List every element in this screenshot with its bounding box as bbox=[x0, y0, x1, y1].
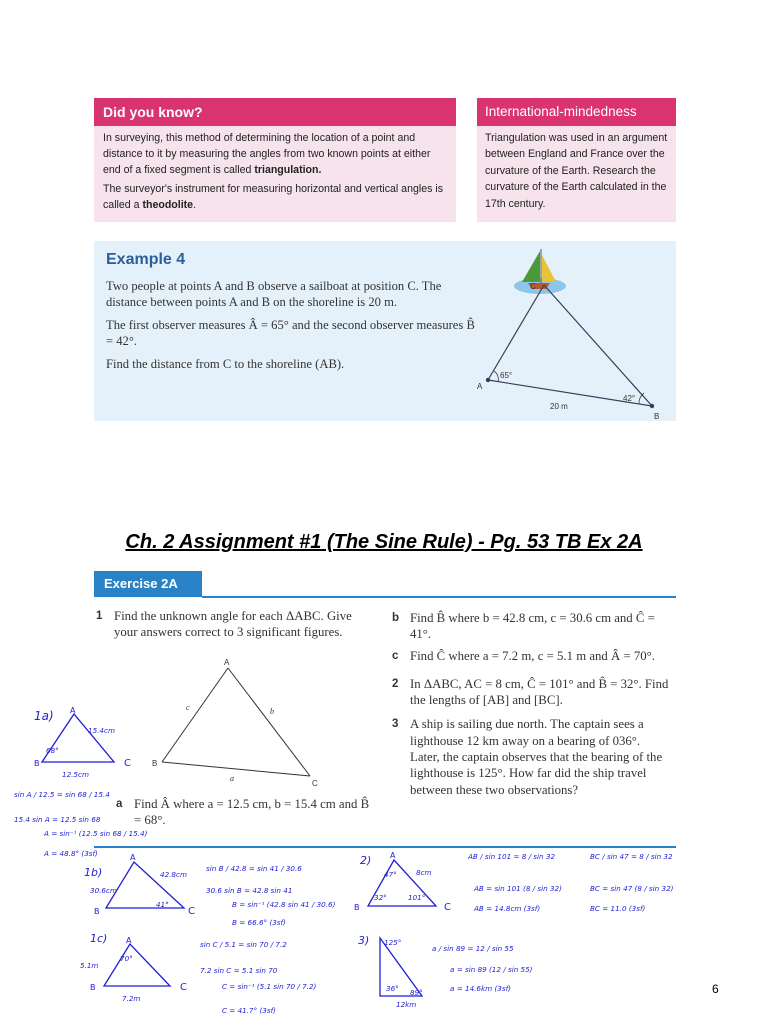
hw-q1c-line-3: C = sin⁻¹ (5.1 sin 70 / 7.2) bbox=[222, 982, 317, 991]
svg-text:C: C bbox=[124, 758, 131, 769]
exercise-triangle-diagram bbox=[150, 658, 330, 788]
hw-q2-label: 2) bbox=[360, 854, 372, 867]
international-mindedness-title: International-mindedness bbox=[477, 98, 676, 126]
hw-q1a-line-2: 15.4 sin A = 12.5 sin 68 bbox=[14, 815, 101, 824]
hw-q2-side: 8cm bbox=[416, 868, 432, 877]
hw-q1b-label: 1b) bbox=[84, 866, 103, 879]
page-number: 6 bbox=[712, 982, 719, 996]
svg-text:A: A bbox=[70, 706, 76, 715]
ex-label-c: c bbox=[186, 703, 190, 712]
question-3: 3 A ship is sailing due north. The captain sees a lighthouse 12 km away on a bearing of 036°. Later, the captain observes that the bearing of the lighthouse is 125°. How far did the ship travel between these two observations? bbox=[392, 717, 663, 797]
ex-label-b: b bbox=[270, 707, 274, 716]
hw-q3-angle-2: 36° bbox=[386, 984, 399, 993]
boat-sail-left bbox=[522, 251, 540, 282]
hw-q3-line-2: a = sin 89 (12 / sin 55) bbox=[450, 965, 533, 974]
hw-q1c-base: 7.2m bbox=[122, 994, 141, 1003]
hw-q2-bc-line-2: BC = sin 47 (8 / sin 32) bbox=[590, 884, 674, 893]
hw-q1b-triangle bbox=[92, 852, 200, 918]
hw-q2-ab-line-3: AB = 14.8cm (3sf) bbox=[474, 904, 541, 913]
hw-q2-ab-line-1: AB / sin 101 = 8 / sin 32 bbox=[468, 852, 556, 861]
example-4-paragraph-3: Find the distance from C to the shoreline (AB). bbox=[106, 357, 345, 371]
hw-q1b-line-4: B = 66.6° (3sf) bbox=[232, 918, 286, 927]
did-you-know-title: Did you know? bbox=[94, 98, 456, 126]
hw-q1a-line-4: A = 48.8° (3sf) bbox=[44, 849, 98, 858]
exercise-bottom-line bbox=[94, 846, 676, 848]
hw-q3-line-1: a / sin 89 = 12 / sin 55 bbox=[432, 944, 514, 953]
side-bc bbox=[544, 285, 652, 406]
hw-q1c-side: 5.1m bbox=[80, 961, 99, 970]
example-4-paragraph-1: Two people at points A and B observe a sailboat at position C. The distance between points A and B on the shoreline is 20 m. bbox=[106, 279, 442, 309]
did-you-know-box bbox=[94, 98, 456, 222]
hw-q2-angle-2: 32° bbox=[374, 893, 387, 902]
svg-text:B: B bbox=[94, 907, 100, 916]
example-4-box bbox=[94, 241, 676, 421]
svg-text:A: A bbox=[130, 853, 136, 862]
international-mindedness-box bbox=[477, 98, 676, 222]
hw-q3-label: 3) bbox=[358, 934, 370, 947]
example-4-paragraph-2: The first observer measures Â = 65° and the second observer measures B̂ = 42°. bbox=[106, 318, 475, 348]
svg-text:B: B bbox=[90, 983, 96, 992]
exercise-tab-line bbox=[202, 596, 676, 598]
svg-text:B: B bbox=[34, 759, 40, 768]
question-1a: a Find Â where a = 12.5 cm, b = 15.4 cm and B̂ = 68°. bbox=[116, 797, 370, 828]
question-1c: c Find Ĉ where a = 7.2 m, c = 5.1 m and Â = 70°. bbox=[392, 648, 655, 663]
diagram-label-c: C bbox=[530, 282, 536, 291]
hw-q1a-line-1: sin A / 12.5 = sin 68 / 15.4 bbox=[14, 790, 110, 799]
hw-q1a-line-3: A = sin⁻¹ (12.5 sin 68 / 15.4) bbox=[44, 829, 148, 838]
did-you-know-paragraph-2: The surveyor's instrument for measuring horizontal and vertical angles is called a theodolite. bbox=[103, 183, 443, 211]
svg-text:A: A bbox=[390, 851, 396, 860]
hw-q1c-line-1: sin C / 5.1 = sin 70 / 7.2 bbox=[200, 940, 287, 949]
hw-q1b-side-1: 42.8cm bbox=[160, 870, 187, 879]
sailboat-triangle-diagram bbox=[472, 241, 676, 421]
boat-sail-right bbox=[542, 255, 556, 282]
svg-text:C: C bbox=[188, 906, 195, 917]
diagram-label-b: B bbox=[654, 412, 660, 421]
angle-label-a: 65° bbox=[500, 371, 513, 380]
hw-q1a-label: 1a) bbox=[34, 709, 54, 723]
ex-label-C: C bbox=[312, 779, 318, 788]
question-2: 2 In ΔABC, AC = 8 cm, Ĉ = 101° and B̂ = 32°. Find the lengths of [AB] and [BC]. bbox=[392, 676, 669, 708]
assignment-heading: Ch. 2 Assignment #1 (The Sine Rule) - Pg. 53 TB Ex 2A bbox=[125, 531, 643, 553]
ex-label-A: A bbox=[224, 658, 230, 667]
side-label-20m: 20 m bbox=[550, 402, 568, 411]
hw-q2-bc-line-1: BC / sin 47 = 8 / sin 32 bbox=[590, 852, 673, 861]
svg-text:A: A bbox=[126, 936, 132, 945]
hw-q2-angle-3: 101° bbox=[408, 893, 426, 902]
hw-q1c-line-2: 7.2 sin C = 5.1 sin 70 bbox=[200, 966, 278, 975]
hw-q1a-side: 15.4cm bbox=[88, 726, 115, 735]
svg-text:B: B bbox=[354, 903, 360, 912]
hw-q1a-triangle bbox=[34, 706, 144, 770]
svg-text:C: C bbox=[180, 982, 187, 993]
hw-q2-ab-line-2: AB = sin 101 (8 / sin 32) bbox=[474, 884, 562, 893]
side-ac bbox=[488, 285, 544, 380]
hw-q1b-line-3: B = sin⁻¹ (42.8 sin 41 / 30.6) bbox=[232, 900, 336, 909]
exercise-2a-box bbox=[94, 566, 676, 849]
svg-text:C: C bbox=[444, 902, 451, 913]
example-4-title: Example 4 bbox=[106, 251, 186, 268]
hw-q1b-angle: 41° bbox=[156, 900, 169, 909]
hw-q1a-angle: 68° bbox=[46, 746, 59, 755]
hw-q1c-line-4: C = 41.7° (3sf) bbox=[222, 1006, 276, 1015]
hw-q1c-label: 1c) bbox=[90, 932, 108, 945]
hw-q2-triangle bbox=[354, 850, 460, 918]
international-mindedness-text: Triangulation was used in an argument between England and France over the curvature of the Earth. Research the curvature of the Earth calculated in the 17th century. bbox=[485, 132, 668, 210]
hw-q1c-triangle bbox=[90, 932, 196, 994]
hw-q1c-angle: 70° bbox=[120, 954, 133, 963]
hw-q1b-line-2: 30.6 sin B = 42.8 sin 41 bbox=[206, 886, 293, 895]
ex-label-a-side: a bbox=[230, 774, 234, 783]
hw-q3-angle-1: 125° bbox=[384, 938, 402, 947]
diagram-label-a: A bbox=[477, 382, 483, 391]
ex-label-B: B bbox=[152, 759, 158, 768]
hw-q3-line-3: a = 14.6km (3sf) bbox=[450, 984, 511, 993]
hw-q3-angle-3: 89° bbox=[410, 988, 423, 997]
hw-q1b-line-1: sin B / 42.8 = sin 41 / 30.6 bbox=[206, 864, 302, 873]
question-1: 1 Find the unknown angle for each ΔABC. Give your answers correct to 3 significant figures. bbox=[96, 609, 352, 640]
hw-q1b-side-2: 30.6cm bbox=[90, 886, 117, 895]
hw-q2-angle-1: 47° bbox=[384, 870, 397, 879]
exercise-tab: Exercise 2A bbox=[94, 571, 202, 597]
hw-q3-base: 12km bbox=[396, 1000, 417, 1009]
question-1b: b Find B̂ where b = 42.8 cm, c = 30.6 cm and Ĉ = 41°. bbox=[392, 611, 655, 642]
angle-label-b: 42° bbox=[623, 394, 636, 403]
hw-q1a-base: 12.5cm bbox=[62, 770, 89, 779]
hw-q2-bc-line-3: BC = 11.0 (3sf) bbox=[590, 904, 646, 913]
did-you-know-paragraph-1: In surveying, this method of determining the location of a point and distance to it by measuring the angles from two known points at either end of a fixed segment is called triangulation. bbox=[103, 132, 431, 176]
